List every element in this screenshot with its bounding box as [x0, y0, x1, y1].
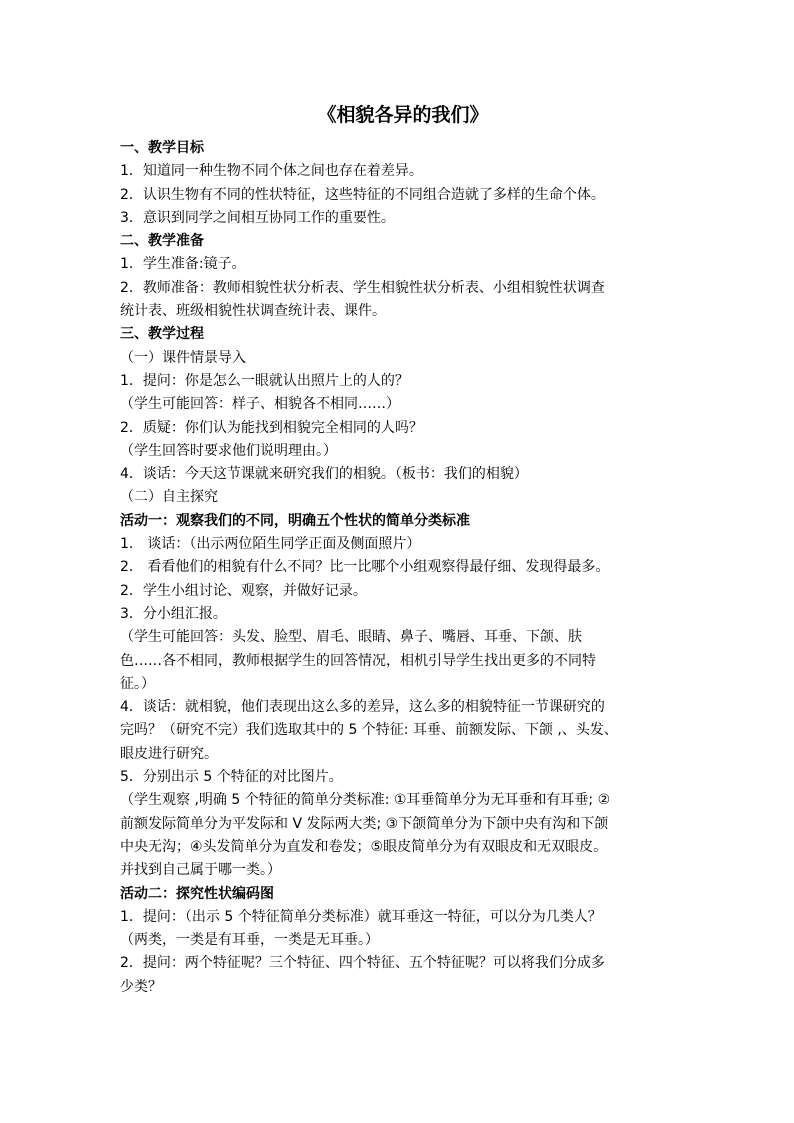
text-line: 征。） [120, 675, 155, 692]
text-line: 1．知道同一种生物不同个体之间也存在着差异。 [120, 163, 423, 180]
document-page [120, 100, 676, 999]
text-line: 4．谈话：就相貌，他们表现出这么多的差异，这么多的相貌特征一节课研究的 [120, 699, 605, 716]
document-body [120, 137, 676, 999]
text-line: 少类？ [120, 978, 162, 995]
text-line: 1．提问：（出示 5 个特征简单分类标准）就耳垂这一特征，可以分为几类人？ [120, 908, 602, 925]
text-line: （一）课件情景导入 [120, 349, 246, 366]
text-line: 2．提问：两个特征呢？三个特征、四个特征、五个特征呢？可以将我们分成多 [120, 955, 605, 972]
text-line: 4．谈话：今天这节课就来研究我们的相貌。（板书：我们的相貌） [120, 466, 528, 483]
section-heading: 一、教学目标 [120, 140, 204, 156]
section-heading: 三、教学过程 [120, 326, 204, 343]
section-heading: 活动二：探究性状编码图 [120, 885, 274, 902]
text-line: （学生可能回答：头发、脸型、眉毛、眼睛、鼻子、嘴唇、耳垂、下颌、肤 [120, 629, 582, 646]
text-line: （学生可能回答：样子、相貌各不相同……） [120, 396, 400, 413]
text-line: 中央无沟；④头发简单分为直发和卷发；⑤眼皮简单分为有双眼皮和无双眼皮。 [120, 838, 608, 855]
text-line: 2．认识生物有不同的性状特征，这些特征的不同组合造就了多样的生命个体。 [120, 186, 605, 203]
text-line: 色……各不相同，教师根据学生的回答情况，相机引导学生找出更多的不同特 [120, 652, 596, 669]
text-line: 2．质疑：你们认为能找到相貌完全相同的人吗？ [120, 419, 423, 436]
text-line: （两类，一类是有耳垂，一类是无耳垂。） [120, 932, 379, 949]
text-line: 统计表、班级相貌性状调查统计表、课件。 [120, 303, 386, 320]
text-line: 2． 看看他们的相貌有什么不同？比一比哪个小组观察得最仔细、发现得最多。 [120, 559, 610, 576]
text-line: 5．分别出示 5 个特征的对比图片。 [120, 769, 343, 786]
text-line: 1． 谈话：（出示两位陌生同学正面及侧面照片） [120, 536, 421, 553]
text-line: （二）自主探究 [120, 489, 218, 506]
text-line: 前额发际简单分为平发际和 V 发际两大类; ③下颌简单分为下颌中央有沟和下颌 [120, 815, 609, 832]
text-line: 3．分小组汇报。 [120, 605, 227, 622]
text-line: 3．意识到同学之间相互协同工作的重要性。 [120, 209, 395, 226]
text-line: （学生回答时要求他们说明理由。） [120, 442, 337, 459]
section-heading: 活动一：观察我们的不同，明确五个性状的简单分类标准 [120, 512, 470, 529]
text-line: 1．提问：你是怎么一眼就认出照片上的人的？ [120, 372, 409, 389]
text-line: 2．学生小组讨论、观察，并做好记录。 [120, 582, 367, 599]
section-heading: 二、教学准备 [120, 233, 204, 250]
document-title: 《相貌各异的我们》 [317, 104, 489, 126]
text-line: 眼皮进行研究。 [120, 745, 218, 762]
text-line: 完吗？（研究不完）我们选取其中的 5 个特征: 耳垂、前额发际、下颌 ,、头发、 [120, 722, 618, 739]
text-line: 2．教师准备：教师相貌性状分析表、学生相貌性状分析表、小组相貌性状调查 [120, 279, 605, 296]
text-line: 1．学生准备:镜子。 [120, 256, 246, 273]
text-line: 并找到自己属于哪一类。） [120, 862, 281, 879]
text-line: （学生观察 ,明确 5 个特征的简单分类标准: ①耳垂简单分为无耳垂和有耳垂; ② [120, 792, 611, 809]
